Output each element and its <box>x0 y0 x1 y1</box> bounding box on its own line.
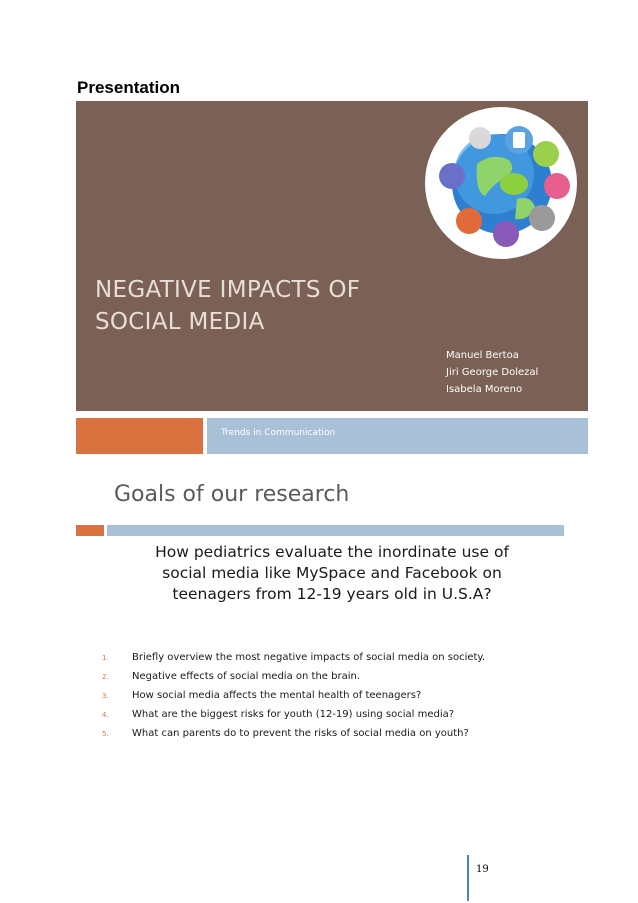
goals-list <box>102 650 542 745</box>
accent-bar-orange <box>76 418 203 454</box>
goals-slide <box>76 470 588 805</box>
slide-title <box>95 274 425 338</box>
list-item <box>102 688 542 703</box>
page-number: 19 <box>476 864 489 875</box>
slide-title-line: NEGATIVE IMPACTS OF <box>95 277 361 303</box>
author-name: Manuel Bertoa <box>446 350 519 361</box>
page-number-rule <box>467 855 469 901</box>
list-item-number: 3. <box>102 692 109 700</box>
list-item <box>102 726 542 741</box>
list-item-number: 5. <box>102 730 109 738</box>
list-item-text: What can parents do to prevent the risks of social media on youth? <box>132 728 469 739</box>
research-question <box>116 542 548 605</box>
section-heading: Presentation <box>77 78 180 97</box>
list-item-number: 2. <box>102 673 109 681</box>
list-item <box>102 669 542 684</box>
title-slide <box>76 101 588 456</box>
goals-title: Goals of our research <box>114 482 350 507</box>
list-item <box>102 707 542 722</box>
research-question-line: How pediatrics evaluate the inordinate use of <box>155 543 509 561</box>
research-question-line: social media like MySpace and Facebook on <box>162 564 502 582</box>
accent-bar-orange <box>76 525 104 536</box>
list-item <box>102 650 542 665</box>
slide-subtitle: Trends in Communication <box>221 428 336 438</box>
research-question-line: teenagers from 12-19 years old in U.S.A? <box>172 585 492 603</box>
list-item-text: How social media affects the mental health of teenagers? <box>132 690 422 701</box>
social-media-globe-icon <box>422 104 580 262</box>
author-name: Isabela Moreno <box>446 384 523 395</box>
author-list <box>446 347 538 398</box>
author-name: Jiri George Dolezal <box>446 367 539 378</box>
list-item-text: Briefly overview the most negative impacts of social media on society. <box>132 652 486 663</box>
list-item-text: What are the biggest risks for youth (12-19) using social media? <box>132 709 455 720</box>
list-item-text: Negative effects of social media on the brain. <box>132 671 360 682</box>
accent-bar-blue <box>107 525 564 536</box>
list-item-number: 1. <box>102 654 109 662</box>
slide-title-line: SOCIAL MEDIA <box>95 309 265 335</box>
list-item-number: 4. <box>102 711 109 719</box>
